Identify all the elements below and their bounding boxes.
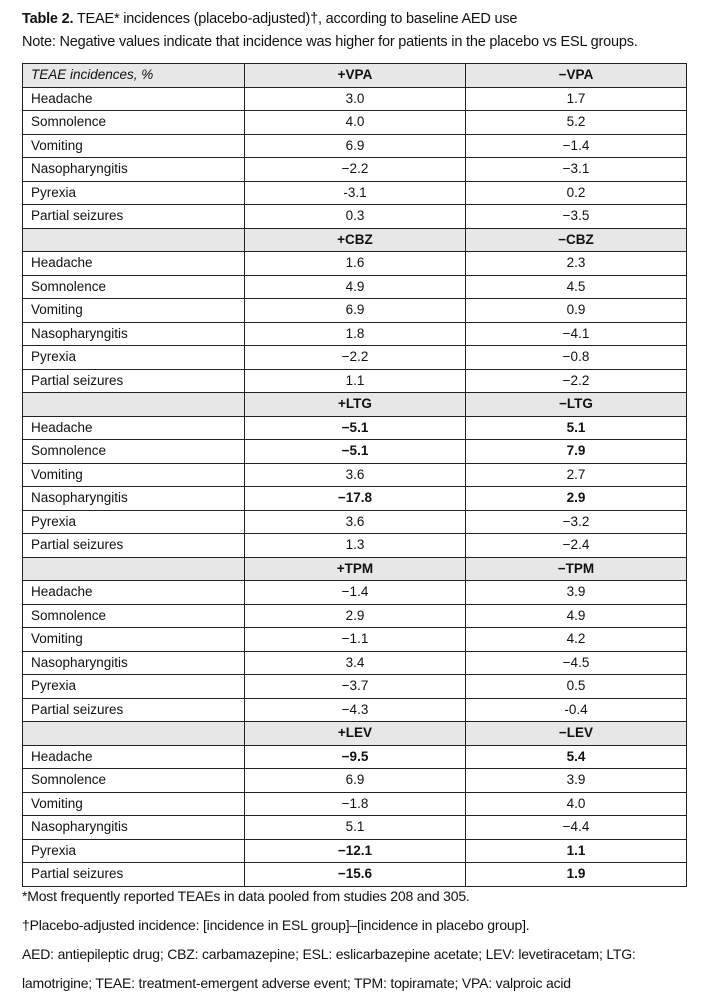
table-row xyxy=(23,534,687,558)
event-label-cell: Headache xyxy=(23,252,245,276)
event-label-cell: Somnolence xyxy=(23,769,245,793)
plus-value-cell: −9.5 xyxy=(245,745,466,769)
table-row xyxy=(23,581,687,605)
event-label-cell: Somnolence xyxy=(23,275,245,299)
event-label-cell: Vomiting xyxy=(23,134,245,158)
header-label-cell xyxy=(23,228,245,252)
table-row xyxy=(23,87,687,111)
plus-value-cell: 5.1 xyxy=(245,816,466,840)
header-plus-cell: +VPA xyxy=(245,64,466,88)
table-row xyxy=(23,792,687,816)
table-row xyxy=(23,440,687,464)
footnote-asterisk: *Most frequently reported TEAEs in data pooled from studies 208 and 305. xyxy=(22,888,470,904)
plus-value-cell: 3.0 xyxy=(245,87,466,111)
plus-value-cell: 1.1 xyxy=(245,369,466,393)
plus-value-cell: 3.4 xyxy=(245,651,466,675)
event-label-cell: Partial seizures xyxy=(23,205,245,229)
minus-value-cell: 5.1 xyxy=(466,416,687,440)
table-row xyxy=(23,369,687,393)
header-plus-cell: +CBZ xyxy=(245,228,466,252)
table-row xyxy=(23,463,687,487)
header-plus-cell: +TPM xyxy=(245,557,466,581)
minus-value-cell: 3.9 xyxy=(466,769,687,793)
header-label-cell xyxy=(23,722,245,746)
table-row xyxy=(23,651,687,675)
minus-value-cell: −4.4 xyxy=(466,816,687,840)
minus-value-cell: −3.2 xyxy=(466,510,687,534)
event-label-cell: Partial seizures xyxy=(23,369,245,393)
table-row xyxy=(23,604,687,628)
minus-value-cell: 3.9 xyxy=(466,581,687,605)
header-label-cell xyxy=(23,557,245,581)
plus-value-cell: 6.9 xyxy=(245,299,466,323)
table-note: Note: Negative values indicate that incidence was higher for patients in the placebo vs ESL groups. xyxy=(22,34,638,50)
footnote-dagger: †Placebo-adjusted incidence: [incidence in ESL group]–[incidence in placebo group]. xyxy=(22,917,530,933)
header-minus-cell: −CBZ xyxy=(466,228,687,252)
header-label-cell: TEAE incidences, % xyxy=(23,64,245,88)
minus-value-cell: −2.4 xyxy=(466,534,687,558)
header-minus-cell: −LTG xyxy=(466,393,687,417)
plus-value-cell: −17.8 xyxy=(245,487,466,511)
minus-value-cell: −0.8 xyxy=(466,346,687,370)
event-label-cell: Nasopharyngitis xyxy=(23,651,245,675)
table-row xyxy=(23,675,687,699)
teae-table xyxy=(22,63,687,887)
table-row xyxy=(23,769,687,793)
minus-value-cell: 4.9 xyxy=(466,604,687,628)
plus-value-cell: 1.8 xyxy=(245,322,466,346)
event-label-cell: Vomiting xyxy=(23,299,245,323)
plus-value-cell: 4.0 xyxy=(245,111,466,135)
minus-value-cell: 1.7 xyxy=(466,87,687,111)
plus-value-cell: −4.3 xyxy=(245,698,466,722)
minus-value-cell: 0.9 xyxy=(466,299,687,323)
plus-value-cell: 3.6 xyxy=(245,510,466,534)
caption-label: Table 2. xyxy=(22,11,74,27)
table-row xyxy=(23,111,687,135)
event-label-cell: Somnolence xyxy=(23,604,245,628)
event-label-cell: Headache xyxy=(23,581,245,605)
header-plus-cell: +LEV xyxy=(245,722,466,746)
minus-value-cell: 1.9 xyxy=(466,863,687,887)
plus-value-cell: 4.9 xyxy=(245,275,466,299)
plus-value-cell: −12.1 xyxy=(245,839,466,863)
event-label-cell: Somnolence xyxy=(23,111,245,135)
event-label-cell: Vomiting xyxy=(23,463,245,487)
minus-value-cell: 2.9 xyxy=(466,487,687,511)
minus-value-cell: −4.5 xyxy=(466,651,687,675)
table-row xyxy=(23,322,687,346)
plus-value-cell: −1.4 xyxy=(245,581,466,605)
minus-value-cell: −1.4 xyxy=(466,134,687,158)
event-label-cell: Nasopharyngitis xyxy=(23,816,245,840)
table-row xyxy=(23,863,687,887)
table-row xyxy=(23,745,687,769)
plus-value-cell: −15.6 xyxy=(245,863,466,887)
table-row xyxy=(23,158,687,182)
event-label-cell: Partial seizures xyxy=(23,863,245,887)
section-header-row xyxy=(23,722,687,746)
caption-text: TEAE* incidences (placebo-adjusted)†, according to baseline AED use xyxy=(73,11,518,27)
minus-value-cell: 4.5 xyxy=(466,275,687,299)
table-row xyxy=(23,205,687,229)
event-label-cell: Pyrexia xyxy=(23,346,245,370)
minus-value-cell: 7.9 xyxy=(466,440,687,464)
event-label-cell: Pyrexia xyxy=(23,675,245,699)
table-row xyxy=(23,299,687,323)
footnote-abbreviations-2: lamotrigine; TEAE: treatment-emergent adverse event; TPM: topiramate; VPA: valproic acid xyxy=(22,975,571,991)
header-minus-cell: −VPA xyxy=(466,64,687,88)
table-row xyxy=(23,839,687,863)
table-row xyxy=(23,628,687,652)
header-label-cell xyxy=(23,393,245,417)
event-label-cell: Pyrexia xyxy=(23,510,245,534)
minus-value-cell: 5.4 xyxy=(466,745,687,769)
section-header-row xyxy=(23,393,687,417)
event-label-cell: Partial seizures xyxy=(23,698,245,722)
table-row xyxy=(23,134,687,158)
event-label-cell: Headache xyxy=(23,416,245,440)
minus-value-cell: 4.2 xyxy=(466,628,687,652)
event-label-cell: Nasopharyngitis xyxy=(23,158,245,182)
header-plus-cell: +LTG xyxy=(245,393,466,417)
minus-value-cell: 0.5 xyxy=(466,675,687,699)
minus-value-cell: 0.2 xyxy=(466,181,687,205)
plus-value-cell: 1.3 xyxy=(245,534,466,558)
section-header-row xyxy=(23,228,687,252)
table-row xyxy=(23,487,687,511)
header-minus-cell: −TPM xyxy=(466,557,687,581)
header-minus-cell: −LEV xyxy=(466,722,687,746)
section-header-row xyxy=(23,557,687,581)
event-label-cell: Vomiting xyxy=(23,792,245,816)
plus-value-cell: −1.8 xyxy=(245,792,466,816)
table-row xyxy=(23,510,687,534)
section-header-row xyxy=(23,64,687,88)
table-row xyxy=(23,698,687,722)
minus-value-cell: −4.1 xyxy=(466,322,687,346)
minus-value-cell: 5.2 xyxy=(466,111,687,135)
plus-value-cell: 2.9 xyxy=(245,604,466,628)
event-label-cell: Pyrexia xyxy=(23,839,245,863)
plus-value-cell: 3.6 xyxy=(245,463,466,487)
plus-value-cell: −2.2 xyxy=(245,158,466,182)
minus-value-cell: −2.2 xyxy=(466,369,687,393)
event-label-cell: Partial seizures xyxy=(23,534,245,558)
plus-value-cell: −5.1 xyxy=(245,416,466,440)
table-row xyxy=(23,346,687,370)
plus-value-cell: 1.6 xyxy=(245,252,466,276)
minus-value-cell: 4.0 xyxy=(466,792,687,816)
plus-value-cell: 0.3 xyxy=(245,205,466,229)
table-body xyxy=(23,64,687,887)
table-row xyxy=(23,275,687,299)
table-caption xyxy=(22,8,517,30)
minus-value-cell: −3.5 xyxy=(466,205,687,229)
event-label-cell: Nasopharyngitis xyxy=(23,487,245,511)
event-label-cell: Headache xyxy=(23,87,245,111)
table-row xyxy=(23,252,687,276)
plus-value-cell: −3.7 xyxy=(245,675,466,699)
event-label-cell: Pyrexia xyxy=(23,181,245,205)
table-row xyxy=(23,416,687,440)
table-row xyxy=(23,816,687,840)
plus-value-cell: 6.9 xyxy=(245,769,466,793)
plus-value-cell: −2.2 xyxy=(245,346,466,370)
plus-value-cell: −5.1 xyxy=(245,440,466,464)
table-row xyxy=(23,181,687,205)
minus-value-cell: 2.3 xyxy=(466,252,687,276)
minus-value-cell: -0.4 xyxy=(466,698,687,722)
plus-value-cell: 6.9 xyxy=(245,134,466,158)
minus-value-cell: −3.1 xyxy=(466,158,687,182)
event-label-cell: Vomiting xyxy=(23,628,245,652)
minus-value-cell: 2.7 xyxy=(466,463,687,487)
plus-value-cell: -3.1 xyxy=(245,181,466,205)
event-label-cell: Headache xyxy=(23,745,245,769)
plus-value-cell: −1.1 xyxy=(245,628,466,652)
event-label-cell: Nasopharyngitis xyxy=(23,322,245,346)
footnote-abbreviations-1: AED: antiepileptic drug; CBZ: carbamazepine; ESL: eslicarbazepine acetate; LEV: levetiracetam; LTG: xyxy=(22,946,636,962)
minus-value-cell: 1.1 xyxy=(466,839,687,863)
event-label-cell: Somnolence xyxy=(23,440,245,464)
